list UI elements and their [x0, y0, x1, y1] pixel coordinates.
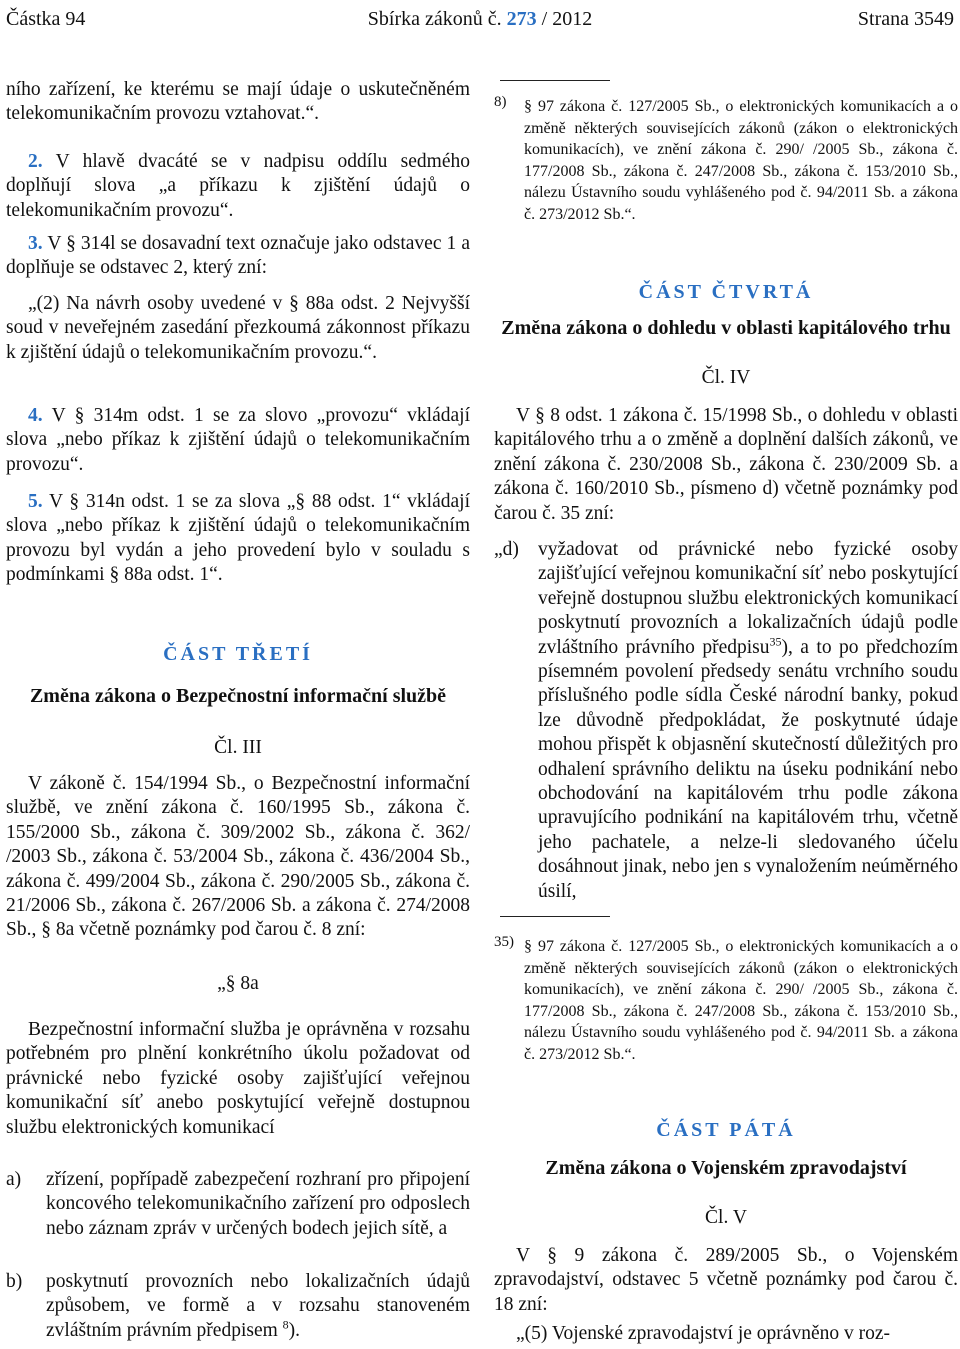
article-v-text: V § 9 zákona č. 289/2005 Sb., o Vojenském zpravodajství, odstavec 5 včetně poznámky pod čarou č. 18 zní:	[494, 1245, 958, 1315]
article-iv-title: Čl. IV	[701, 367, 751, 388]
point-2-text: V hlavě dvacáté se v nadpisu oddílu sedmého doplňují slova „a příkazu k zjištění údajů o telekomunikačním provozu“.	[6, 151, 470, 221]
point-4-text: V § 314m odst. 1 se za slovo „provozu“ vkládají slova „nebo příkaz k zjištění údajů o telekomunikačním provozu“.	[6, 405, 470, 475]
footnote-35	[494, 936, 958, 1065]
list-item-a-text: zřízení, popřípadě zabezpečení rozhraní pro připojení koncového telekomunikačního zařízení pro odposlech nebo záznam zpráv v určených bodech jejich sítě, a	[46, 1169, 470, 1239]
point-2-number: 2.	[28, 151, 43, 172]
point-3-quote: „(2) Na návrh osoby uvedené v § 88a odst. 2 Nejvyšší soud v neveřejném zasedání přezkoumá zákonnost příkazu k zjištění údajů o telekomunikačním provozu.“.	[6, 293, 470, 363]
list-item-b-body: poskytnutí provozních nebo lokalizačních údajů způsobem, ve formě a v rozsahu stanoveném zvláštním právním předpisem	[46, 1271, 470, 1341]
list-item-b-label: b)	[6, 1271, 23, 1292]
point-5-text: V § 314n odst. 1 se za slova „§ 88 odst. 1“ vkládají slova „nebo příkaz k zjištění údajů o telekomunikačním provozu byl vydán a jeho provedení bylo v souladu s podmínkami § 88a odst. 1“.	[6, 491, 470, 586]
part-five-title: ČÁST PÁTÁ	[656, 1119, 796, 1141]
list-item-d-text	[538, 538, 958, 904]
page-number: Strana 3549	[857, 8, 954, 30]
list-item-d-body: vyžadovat od právnické nebo fyzické osoby zajišťující veřejnou komunikační síť nebo poskytující veřejně dostupnou službu elektronických komunikací poskytnutí provozních a lokalizačních údajů podle zvláštního právního předpisu	[538, 539, 958, 658]
list-item-b-end: ).	[288, 1319, 301, 1341]
footnote-35-text: § 97 zákona č. 127/2005 Sb., o elektronických komunikacích a o změně některých souvisejících zákonů (zákon o elektronických komunikacích), ve znění zákona č. 290/ /2005 Sb., zákona č. 177/2008 Sb., zákona č. 247/2008 Sb., zákona č. 153/2010 Sb., nálezu Ústavního soudu vyhlášeného pod č. 94/2011 Sb. a zákona č. 273/2012 Sb.“.	[524, 938, 959, 1063]
section-8a-text: Bezpečnostní informační služba je oprávněna v rozsahu potřebném pro plnění konkrétního úkolu požadovat od právnické nebo fyzické osoby zajišťující veřejnou komunikační síť anebo poskytující veřejně dostupnou službu elektronických komunikací	[6, 1019, 470, 1138]
footnote-35-body: 97 zákona č. 127/2005 Sb., o elektronických komunikacích a o změně některých souvisejících zákonů (zákon o elektronických komunikacích), ve znění zákona č. 290/ /2005 Sb., zákona č. 177/2008 Sb., zákona č. 247/2008 Sb., zákona č. 153/2010 Sb., nálezu Ústavního soudu vyhlášeného pod č. 94/2011 Sb. a zákona č. 273/2012 Sb.“.	[524, 938, 959, 1063]
footnote-8-text: § 97 zákona č. 127/2005 Sb., o elektronických komunikacích a o změně některých souvisejících zákonů (zákon o elektronických komunikacích), ve znění zákona č. 290/ /2005 Sb., zákona č. 177/2008 Sb., zákona č. 247/2008 Sb., zákona č. 153/2010 Sb., nálezu Ústavního soudu vyhlášeného pod č. 94/2011 Sb. a zákona č. 273/2012 Sb.“.	[524, 98, 959, 223]
footnote-separator-2	[500, 916, 610, 917]
list-item-d-label: „d)	[494, 539, 519, 560]
article-iv-text: V § 8 odst. 1 zákona č. 15/1998 Sb., o dohledu v oblasti kapitálového trhu a o změně a doplnění dalších zákonů, ve znění zákona č. 230/2008 Sb., zákona č. 230/2009 Sb. a zákona č. 160/2010 Sb., písmeno d) včetně poznámky pod čarou č. 35 zní:	[494, 405, 958, 524]
point-3	[6, 232, 470, 281]
part-three-title: ČÁST TŘETÍ	[163, 643, 313, 665]
footnote-8-body: 97 zákona č. 127/2005 Sb., o elektronických komunikacích a o změně některých souvisejících zákonů (zákon o elektronických komunikacích), ve znění zákona č. 290/ /2005 Sb., zákona č. 177/2008 Sb., zákona č. 247/2008 Sb., zákona č. 153/2010 Sb., nálezu Ústavního soudu vyhlášeného pod č. 94/2011 Sb. a zákona č. 273/2012 Sb.“.	[524, 98, 959, 223]
point-5	[6, 490, 470, 588]
list-item-d-rest: ), a to po předchozím písemném povolení předsedy senátu vrchního soudu příslušného podle sídla České národní banky, pokud lze důvodně předpokládat, že poskytnuté údaje mohou přispět k objasnění skutečností důležitých pro odhalení správního deliktu na úseku podnikání nebo obchodování na kapitálovém trhu podle zákona upravujícího podnikání na kapitálovém trhu, včetně jeho pachatele, a nelze-li sledovaného účelu dosáhnout jinak, nebo jen s vynaložením neúměrného úsilí,	[538, 636, 958, 902]
section-8a-title: „§ 8a	[217, 973, 259, 994]
paragraph-continuation: ního zařízení, ke kterému se mají údaje o uskutečněném telekomunikačním provozu vztahovat.“.	[6, 79, 470, 125]
part-four-heading: Změna zákona o dohledu v oblasti kapitálového trhu	[501, 317, 951, 339]
part-four-title: ČÁST ČTVRTÁ	[638, 281, 814, 303]
point-5-number: 5.	[28, 491, 43, 512]
page-header	[6, 6, 954, 32]
collection-prefix: Sbírka zákonů č.	[367, 8, 502, 30]
list-item-a	[6, 1168, 470, 1241]
point-4-number: 4.	[28, 405, 43, 426]
footnote-8-number: 8	[494, 94, 502, 110]
part-three-heading: Změna zákona o Bezpečnostní informační službě	[29, 685, 447, 707]
point-4	[6, 404, 470, 477]
footnote-8-label: 8)	[494, 94, 507, 110]
article-v-quote: „(5) Vojenské zpravodajství je oprávněno v roz-	[516, 1323, 890, 1344]
part-five-heading: Změna zákona o Vojenském zpravodajství	[545, 1157, 907, 1179]
issue-number: Částka 94	[6, 8, 86, 30]
footnote-35-number: 35	[494, 934, 509, 950]
list-item-b-text	[46, 1270, 470, 1343]
point-3-text: V § 314l se dosavadní text označuje jako odstavec 1 a doplňuje se odstavec 2, který zní:	[6, 233, 470, 279]
list-item-a-label: a)	[6, 1169, 22, 1190]
footnote-ref-35: 35	[769, 634, 782, 649]
point-2	[6, 150, 470, 223]
article-v-title: Čl. V	[705, 1207, 747, 1228]
list-item-b	[6, 1270, 470, 1343]
footnote-35-label: 35)	[494, 934, 514, 950]
point-3-number: 3.	[28, 233, 43, 254]
article-iii-text: V zákoně č. 154/1994 Sb., o Bezpečnostní informační službě, ve znění zákona č. 160/1995 Sb., zákona č. 155/2000 Sb., zákona č. 309/2002 Sb., zákona č. 362/ /2003 Sb., zákona č. 53/2004 Sb., zákona č. 436/2004 Sb., zákona č. 499/2004 Sb., zákona č. 290/2005 Sb., zákona č. 21/2006 Sb., zákona č. 267/2006 Sb. a zákona č. 274/2008 Sb., § 8a včetně poznámky pod čarou č. 8 zní:	[6, 773, 470, 941]
article-iii-title: Čl. III	[214, 737, 262, 758]
footnote-separator	[500, 80, 610, 81]
list-item-d	[494, 538, 958, 904]
footnote-ref-8: 8	[282, 1317, 289, 1332]
collection-title	[6, 6, 954, 32]
footnote-8	[494, 96, 958, 225]
collection-year: / 2012	[541, 8, 593, 30]
law-number: 273	[506, 8, 537, 30]
